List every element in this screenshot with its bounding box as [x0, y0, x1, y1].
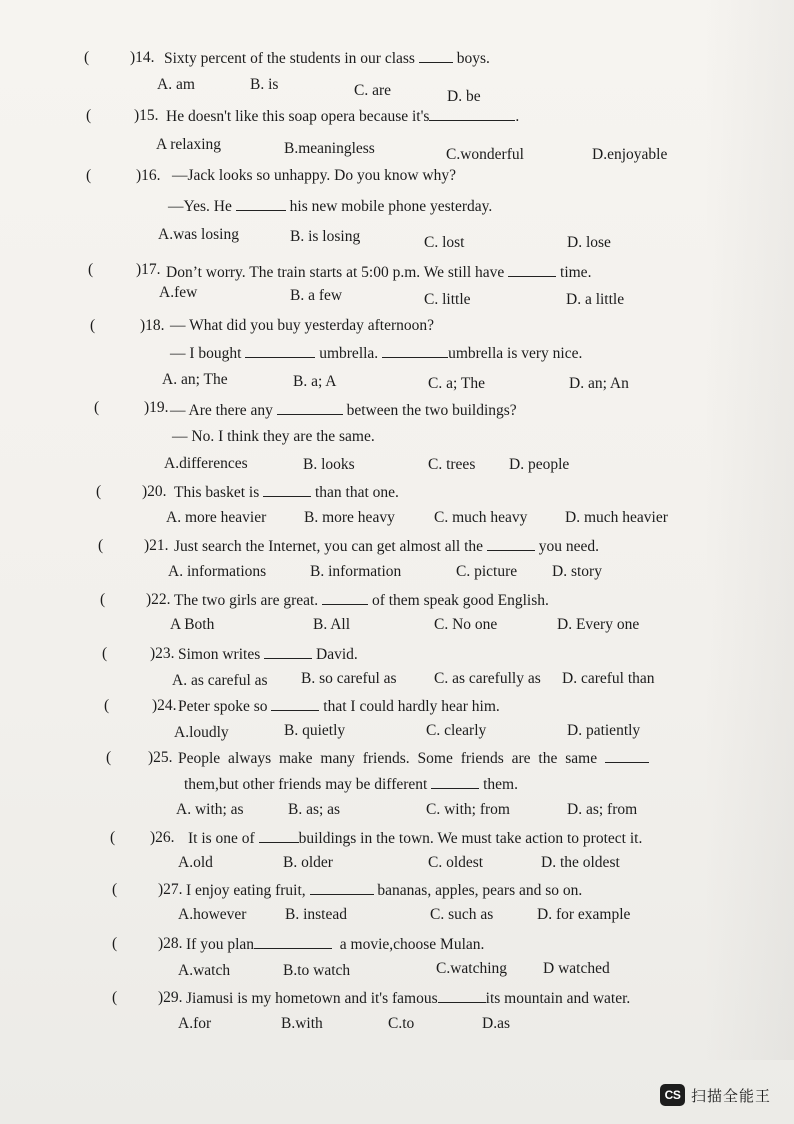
answer-blank[interactable] — [508, 262, 556, 277]
question-stem: Don’t worry. The train starts at 5:00 p.m. We still have time. — [166, 264, 592, 281]
option-d[interactable]: D.enjoyable — [592, 146, 668, 163]
option-c[interactable]: C.to — [388, 1015, 415, 1032]
answer-paren-close-num: )25. — [148, 749, 173, 766]
question-stem: Sixty percent of the students in our class boys. — [164, 50, 490, 67]
option-a[interactable]: A. am — [157, 76, 195, 93]
question-19-reply: — No. I think they are the same. — [172, 428, 375, 445]
answer-paren-close-num: )24. — [152, 697, 177, 714]
option-d[interactable]: D. careful than — [562, 670, 655, 687]
option-c[interactable]: C. are — [354, 82, 392, 99]
answer-paren-open: ( — [110, 829, 116, 846]
answer-paren-close-num: )16. — [136, 167, 161, 184]
option-d[interactable]: D. a little — [566, 291, 625, 308]
option-b[interactable]: B. a; A — [293, 373, 337, 390]
question-stem: People always make many friends. Some friends are the same — [178, 748, 649, 769]
option-c[interactable]: C. a; The — [428, 375, 485, 392]
option-b[interactable]: B. as; as — [288, 801, 341, 818]
option-a[interactable]: A.old — [178, 854, 213, 871]
answer-paren-close-num: )15. — [134, 107, 159, 124]
camscanner-watermark — [660, 1084, 771, 1106]
answer-paren-open: ( — [98, 537, 104, 554]
answer-paren-close-num: )28. — [158, 935, 183, 952]
option-b[interactable]: B.with — [281, 1015, 323, 1032]
option-c[interactable]: C. lost — [424, 234, 465, 251]
option-d[interactable]: D. lose — [567, 234, 611, 251]
question-number: 15 — [139, 107, 155, 124]
question-number: 27 — [163, 881, 179, 898]
option-b[interactable]: B. older — [283, 854, 333, 871]
answer-paren-open: ( — [106, 749, 112, 766]
question-stem: — What did you buy yesterday afternoon? — [170, 317, 434, 334]
option-c[interactable]: C. much heavy — [434, 509, 528, 526]
answer-blank[interactable] — [487, 536, 535, 551]
option-c[interactable]: C. clearly — [426, 722, 487, 739]
question-number: 25 — [153, 749, 169, 766]
question-number: 17 — [141, 261, 157, 278]
answer-blank[interactable] — [310, 880, 374, 895]
option-c[interactable]: C. trees — [428, 456, 476, 473]
question-stem: I enjoy eating fruit, bananas, apples, pears and so on. — [186, 882, 583, 899]
question-stem: — Are there any between the two buildings? — [170, 402, 517, 419]
question-stem: Simon writes David. — [178, 646, 358, 663]
option-a[interactable]: A. with; as — [176, 801, 244, 818]
question-number: 26 — [155, 829, 171, 846]
option-d[interactable]: D. the oldest — [541, 854, 620, 871]
option-b[interactable]: B. All — [313, 616, 351, 633]
option-b[interactable]: B. a few — [290, 287, 343, 304]
option-b[interactable]: B.meaningless — [284, 140, 375, 157]
answer-paren-open: ( — [104, 697, 110, 714]
answer-paren-open: ( — [102, 645, 108, 662]
option-c[interactable]: C. as carefully as — [434, 670, 541, 687]
question-number: 20 — [147, 483, 163, 500]
option-a[interactable]: A. more heavier — [166, 509, 267, 526]
option-a[interactable]: A. as careful as — [172, 672, 268, 689]
option-a[interactable]: A.few — [159, 284, 198, 301]
question-stem: It is one of buildings in the town. We must take action to protect it. — [188, 830, 643, 847]
answer-paren-close-num: )17. — [136, 261, 161, 278]
answer-blank[interactable] — [322, 590, 368, 605]
option-d[interactable]: D. for example — [537, 906, 631, 923]
answer-paren-open: ( — [112, 989, 118, 1006]
option-b[interactable]: B. information — [310, 563, 402, 580]
option-a[interactable]: A.was losing — [158, 226, 239, 243]
option-d[interactable]: D.as — [482, 1015, 510, 1032]
question-stem: Jiamusi is my hometown and it's famous its mountain and water. — [186, 990, 631, 1007]
option-d[interactable]: D. people — [509, 456, 570, 473]
answer-blank[interactable] — [236, 196, 286, 211]
option-c[interactable]: C. little — [424, 291, 471, 308]
option-a[interactable]: A.for — [178, 1015, 212, 1032]
question-number: 16 — [141, 167, 157, 184]
answer-paren-open: ( — [88, 261, 94, 278]
answer-paren-close-num: )21. — [144, 537, 169, 554]
question-number: 18 — [145, 317, 161, 334]
answer-paren-close-num: )20. — [142, 483, 167, 500]
answer-blank[interactable] — [263, 482, 311, 497]
answer-blank[interactable] — [259, 828, 299, 843]
question-18-reply: — I bought umbrella. umbrella is very nice. — [170, 345, 583, 362]
option-b[interactable]: B. is losing — [290, 228, 361, 245]
answer-paren-open: ( — [94, 399, 100, 416]
option-c[interactable]: C. oldest — [428, 854, 484, 871]
answer-blank[interactable] — [431, 774, 479, 789]
answer-paren-open: ( — [90, 317, 96, 334]
answer-blank[interactable] — [605, 748, 649, 763]
option-a[interactable]: A.watch — [178, 962, 231, 979]
answer-paren-open: ( — [86, 167, 92, 184]
question-number: 19 — [149, 399, 165, 416]
option-a[interactable]: A. informations — [168, 563, 267, 580]
option-b[interactable]: B. quietly — [284, 722, 346, 739]
option-c[interactable]: C. picture — [456, 563, 518, 580]
answer-paren-close-num: )29. — [158, 989, 183, 1006]
option-d[interactable]: D. story — [552, 563, 602, 580]
question-stem: He doesn't like this soap opera because it's . — [166, 108, 520, 125]
answer-paren-open: ( — [112, 935, 118, 952]
question-number: 14 — [135, 49, 151, 66]
option-b[interactable]: B. instead — [285, 906, 347, 923]
option-a[interactable]: A. an; The — [162, 371, 228, 388]
option-b[interactable]: B. more heavy — [304, 509, 395, 526]
answer-blank[interactable] — [438, 988, 486, 1003]
option-d[interactable]: D. much heavier — [565, 509, 668, 526]
question-stem: Peter spoke so that I could hardly hear him. — [178, 698, 500, 715]
answer-blank[interactable] — [271, 696, 319, 711]
question-stem: This basket is than that one. — [174, 484, 399, 501]
answer-blank[interactable] — [264, 644, 312, 659]
option-d[interactable]: D. Every one — [557, 616, 640, 633]
question-number: 23 — [155, 645, 171, 662]
option-b[interactable]: B. looks — [303, 456, 355, 473]
option-d[interactable]: D. be — [447, 88, 481, 105]
option-b[interactable]: B. so careful as — [301, 670, 397, 687]
option-d[interactable]: D. as; from — [567, 801, 638, 818]
answer-blank[interactable] — [277, 400, 343, 415]
option-d[interactable]: D. an; An — [569, 375, 629, 392]
answer-paren-close-num: )26. — [150, 829, 175, 846]
option-c[interactable]: C. such as — [430, 906, 494, 923]
answer-paren-close-num: )23. — [150, 645, 175, 662]
option-d[interactable]: D. patiently — [567, 722, 641, 739]
answer-paren-open: ( — [96, 483, 102, 500]
option-b[interactable]: B.to watch — [283, 962, 351, 979]
question-number: 21 — [149, 537, 165, 554]
question-number: 22 — [151, 591, 167, 608]
answer-paren-open: ( — [112, 881, 118, 898]
answer-blank[interactable] — [245, 343, 315, 358]
option-b[interactable]: B. is — [250, 76, 279, 93]
answer-paren-close-num: )14. — [130, 49, 155, 66]
option-a[interactable]: A relaxing — [156, 136, 221, 153]
answer-blank[interactable] — [429, 106, 515, 121]
question-stem: If you plan a movie,choose Mulan. — [186, 936, 485, 953]
answer-paren-open: ( — [84, 49, 90, 66]
answer-paren-close-num: )27. — [158, 881, 183, 898]
option-c[interactable]: C.wonderful — [446, 146, 524, 163]
option-a[interactable]: A.loudly — [174, 724, 229, 741]
option-a[interactable]: A.however — [178, 906, 247, 923]
option-c[interactable]: C. No one — [434, 616, 498, 633]
question-16-reply: —Yes. He his new mobile phone yesterday. — [168, 198, 493, 215]
question-stem: Just search the Internet, you can get almost all the you need. — [174, 538, 600, 555]
answer-paren-open: ( — [86, 107, 92, 124]
answer-paren-open: ( — [100, 591, 106, 608]
answer-paren-close-num: )22. — [146, 591, 171, 608]
option-a[interactable]: A.differences — [164, 455, 248, 472]
option-c[interactable]: C.watching — [436, 960, 508, 977]
answer-paren-close-num: )18. — [140, 317, 165, 334]
question-number: 28 — [163, 935, 179, 952]
answer-blank[interactable] — [419, 48, 453, 63]
answer-blank[interactable] — [254, 934, 332, 949]
question-stem: —Jack looks so unhappy. Do you know why? — [172, 167, 456, 184]
answer-blank[interactable] — [382, 343, 448, 358]
option-d[interactable]: D watched — [543, 960, 610, 977]
question-stem: The two girls are great. of them speak good English. — [174, 592, 549, 609]
camscanner-app-name: 扫描全能王 — [691, 1086, 772, 1105]
option-c[interactable]: C. with; from — [426, 801, 510, 818]
camscanner-logo-icon: CS — [660, 1084, 685, 1106]
question-25-cont: them,but other friends may be different them. — [184, 776, 518, 793]
answer-paren-close-num: )19. — [144, 399, 169, 416]
question-number: 29 — [163, 989, 179, 1006]
question-number: 24 — [157, 697, 173, 714]
option-a[interactable]: A Both — [170, 616, 215, 633]
